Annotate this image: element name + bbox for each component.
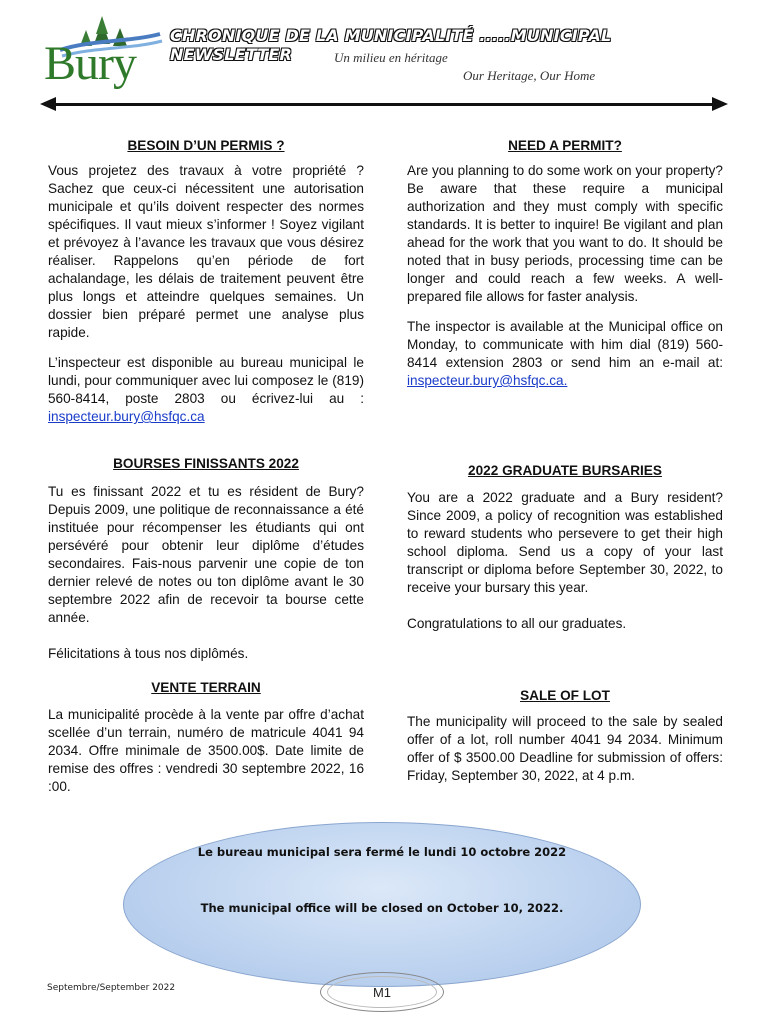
permit-paragraph-fr: Vous projetez des travaux à votre propriété ? Sachez que ceux-ci nécessitent une autorisation municipale et qu’ils doivent respecter des normes spécifiques. Il vaut mieux s’informer ! Soyez vigilant et prévoyez à l’avance les travaux que vous désirez réaliser. Rappelons qu’en période de fort achalandage, les délais de traitement peuvent être plus longs et atteindre quelques semaines. Un dossier bien préparé permet une analyse plus rapide. <box>48 163 364 340</box>
lot-paragraph-en: The municipality will proceed to the sale by sealed offer of a lot, roll number 4041 94 2034. Minimum offer of $ 3500.00 Deadline for submission of offers: Friday, September 30, 2022, at 4 p.m. <box>407 714 723 783</box>
bursary-paragraph-fr: Tu es finissant 2022 et tu es résident de Bury? Depuis 2009, une politique de reconnaissance a été instituée pour récompenser les étudiants qui ont persévéré pour obtenir leur diplôme d’études secondaires. Fais-nous parvenir une copie de ton dernier relevé de notes ou ton diplôme avant le 30 septembre 2022 afin de recevoir ta bourse cette année. <box>48 484 364 625</box>
inspector-email-link-fr[interactable]: inspecteur.bury@hsfqc.ca <box>48 409 205 424</box>
tagline-en: Our Heritage, Our Home <box>463 68 596 83</box>
lot-heading-en: SALE OF LOT <box>520 688 610 703</box>
divider-arrow-right-icon <box>710 96 730 112</box>
permit-text-en <box>407 162 723 390</box>
bursary-text-fr <box>48 483 364 663</box>
bursary-paragraph-en: You are a 2022 graduate and a Bury resident? Since 2009, a policy of recognition was established to reward students who persevere to get their high school diploma. Send us a copy of your last transcript or diploma before September 30, 2022, to receive your bursary this year. <box>407 490 723 595</box>
permit-contact-text-fr: L’inspecteur est disponible au bureau municipal le lundi, pour communiquer avec lui composez le (819) 560-8414, poste 2803 ou écrivez-lui au : <box>48 355 364 406</box>
page-number: M1 <box>327 976 437 1008</box>
inspector-email-link-en[interactable]: inspecteur.bury@hsfqc.ca. <box>407 373 568 388</box>
permit-paragraph-en: Are you planning to do some work on your property? Be aware that these require a municipal authorization and they must comply with specific standards. It is better to inquire! Be vigilant and plan ahead for the work that you want to do. It should be noted that in busy periods, processing time can be longer and could reach a few weeks. A well-prepared file allows for faster analysis. <box>407 163 723 304</box>
logo-text: Bury <box>44 37 136 90</box>
divider-arrow-left-icon <box>40 96 60 112</box>
permit-contact-en <box>407 318 723 390</box>
bursary-congrats-en: Congratulations to all our graduates. <box>407 616 627 631</box>
lot-text-fr <box>48 706 364 796</box>
bursary-heading-en: 2022 GRADUATE BURSARIES <box>468 463 662 478</box>
tagline-fr: Un milieu en héritage <box>334 50 448 65</box>
lot-paragraph-fr: La municipalité procède à la vente par offre d’achat scellée d’un terrain, numéro de matricule 4041 94 2034. Offre minimale de 3500.00$. Date limite de remise des offres : vendredi 30 septembre 2022, 16 :00. <box>48 707 364 794</box>
permit-heading-fr: BESOIN D’UN PERMIS ? <box>127 138 285 153</box>
bursary-text-en <box>407 489 723 633</box>
permit-text-fr <box>48 162 364 426</box>
lot-heading-fr: VENTE TERRAIN <box>151 680 261 695</box>
lot-text-en <box>407 713 723 785</box>
newsletter-title: CHRONIQUE DE LA MUNICIPALITÉ .....MUNICIPAL NEWSLETTER <box>170 26 612 64</box>
closure-notice-en: The municipal office will be closed on October 10, 2022. <box>200 901 564 915</box>
permit-contact-fr <box>48 354 364 426</box>
bursary-heading-fr: BOURSES FINISSANTS 2022 <box>113 456 299 471</box>
closure-notice-fr: Le bureau municipal sera fermé le lundi 10 octobre 2022 <box>197 845 567 859</box>
permit-contact-text-en: The inspector is available at the Municipal office on Monday, to communicate with him dial (819) 560-8414 extension 2803 or send him an e-mail at: <box>407 319 723 370</box>
header-divider <box>50 103 717 106</box>
permit-heading-en: NEED A PERMIT? <box>508 138 622 153</box>
bursary-congrats-fr: Félicitations à tous nos diplômés. <box>48 646 249 661</box>
footer-date: Septembre/September 2022 <box>47 983 176 993</box>
